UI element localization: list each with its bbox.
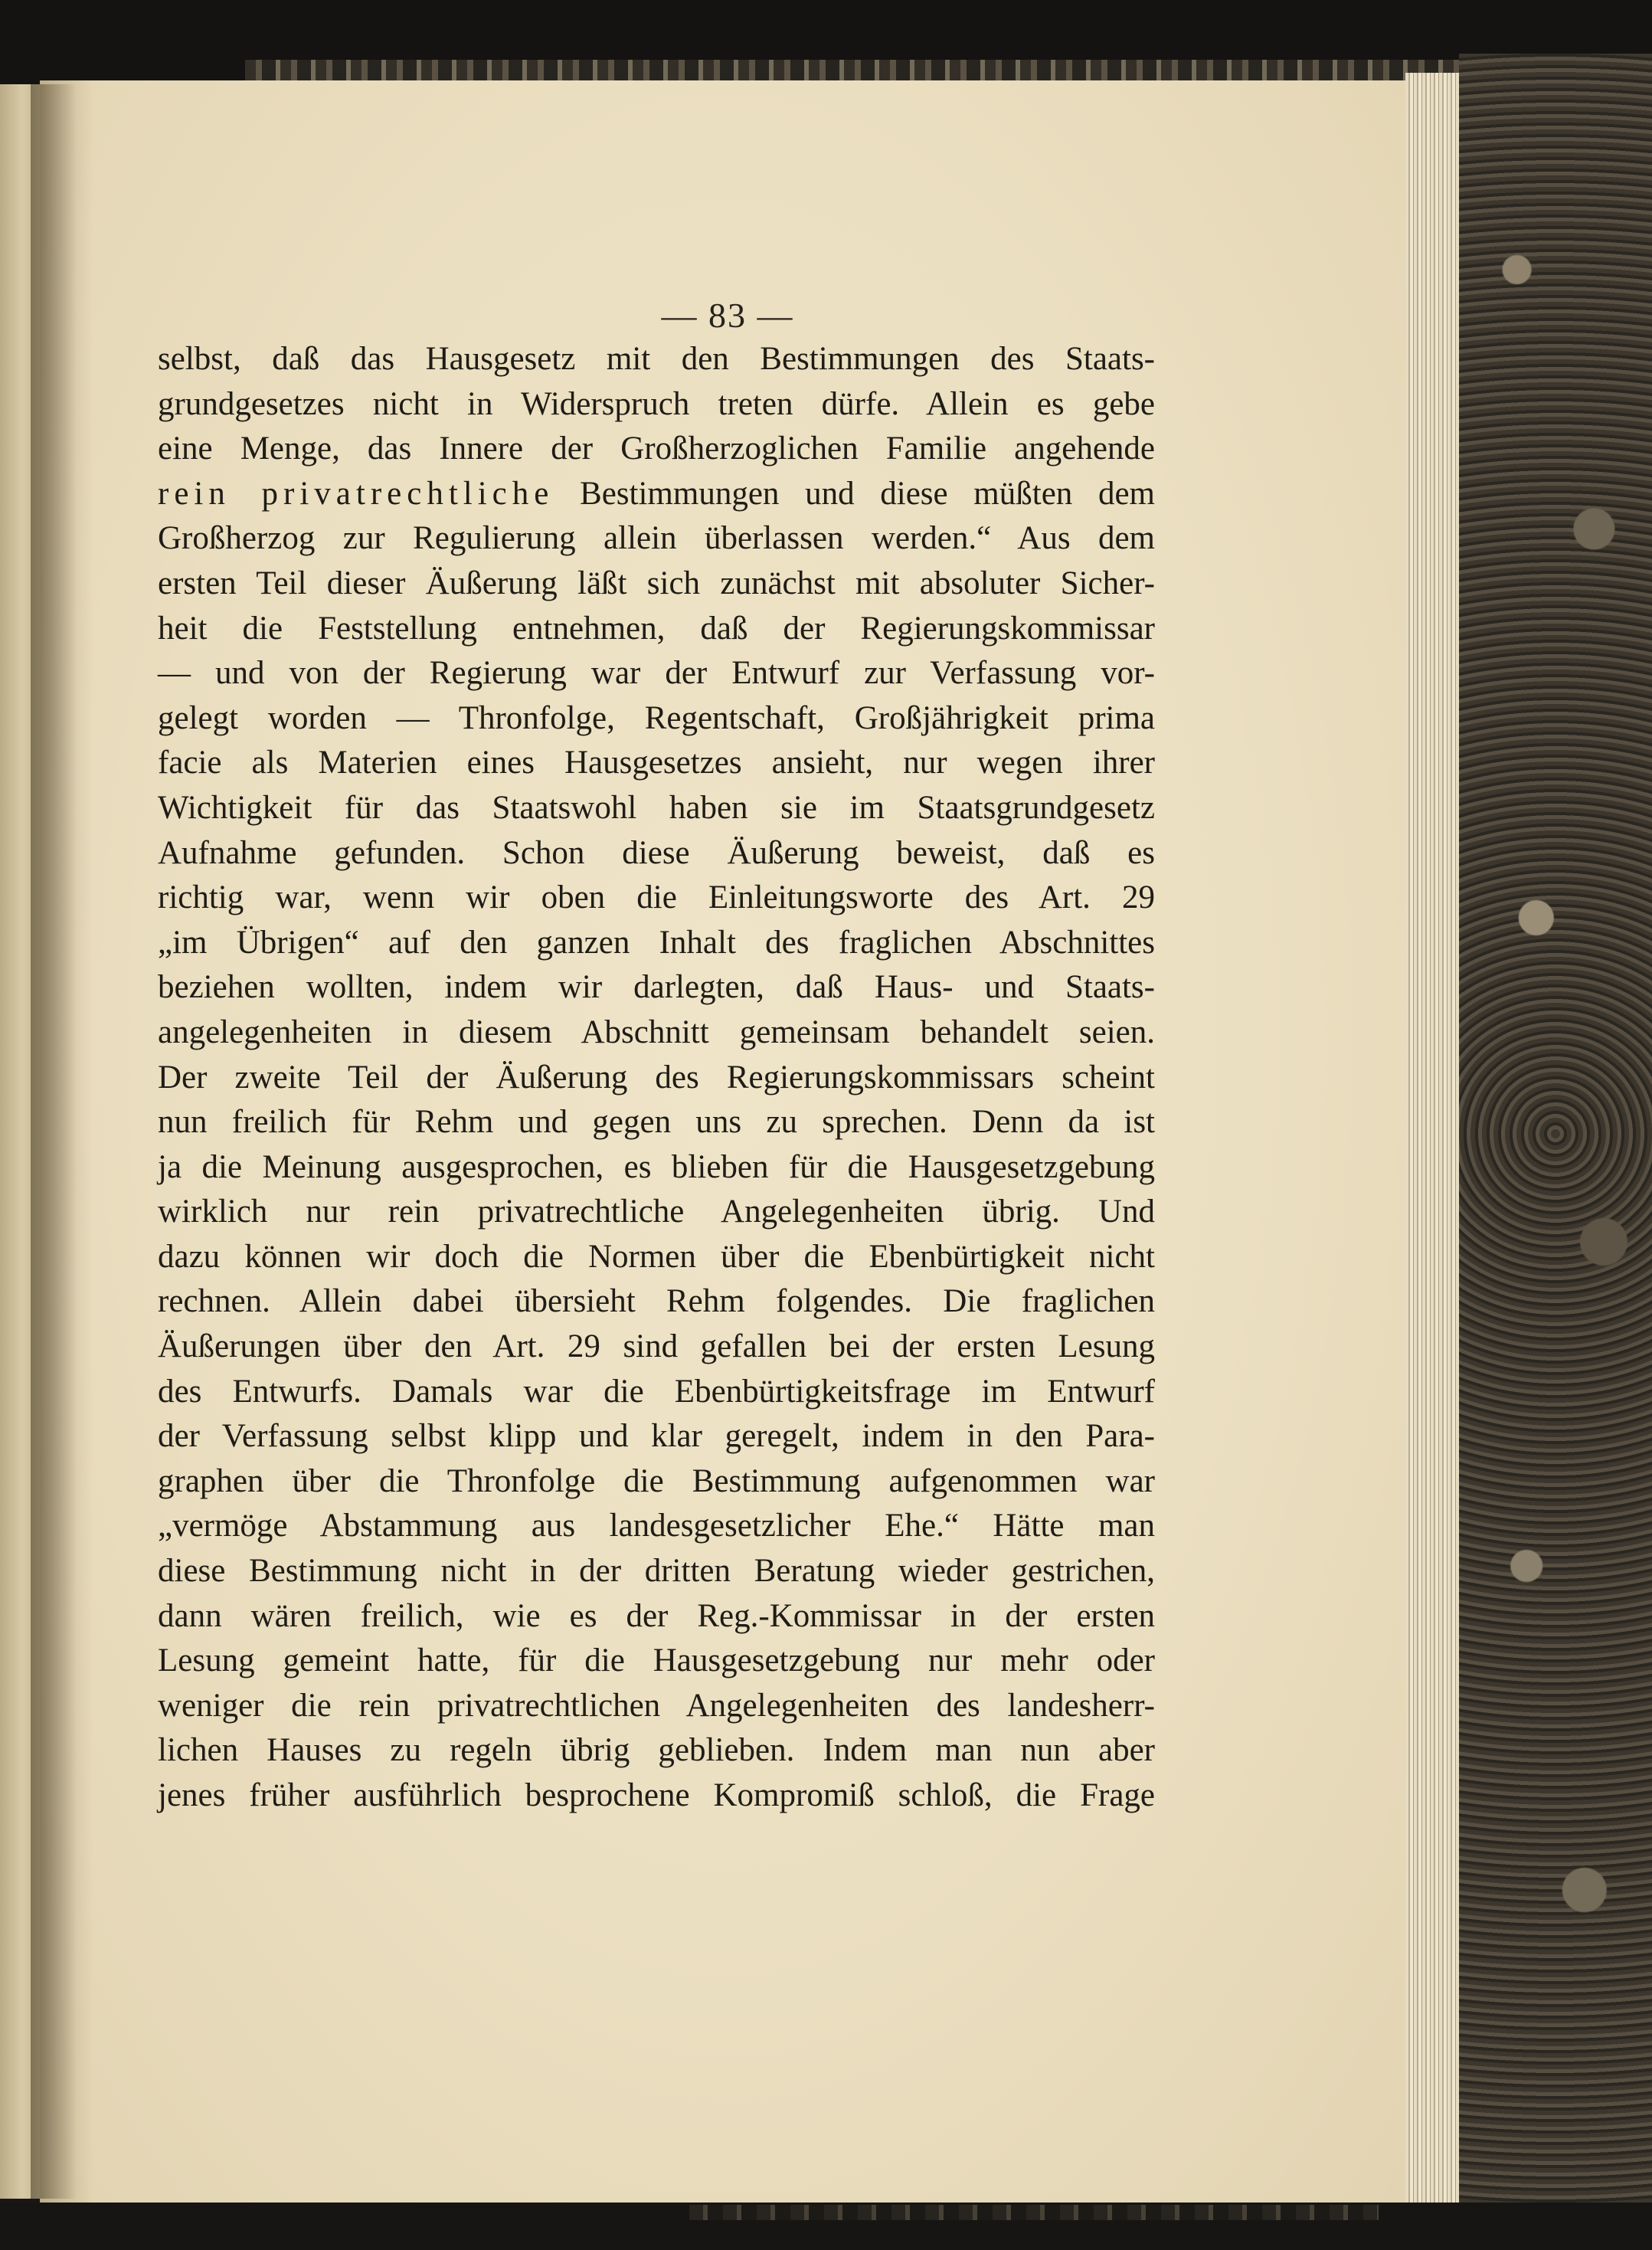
text-line: Der zweite Teil der Äußerung des Regierungskommissars scheint xyxy=(158,1059,1155,1096)
text-line: Großherzog zur Regulierung allein überlassen werden.“ Aus dem xyxy=(158,520,1155,557)
text-line-rest: Bestimmungen und diese müßten dem xyxy=(554,475,1155,512)
text-line: graphen über die Thronfolge die Bestimmung aufgenommen war xyxy=(158,1462,1155,1499)
page-number: — 83 — xyxy=(661,296,794,335)
body-text xyxy=(158,337,1155,1819)
text-line: Äußerungen über den Art. 29 sind gefallen bei der ersten Lesung xyxy=(158,1328,1155,1365)
text-line: ersten Teil dieser Äußerung läßt sich zunächst mit absoluter Sicher- xyxy=(158,565,1155,601)
text-line: eine Menge, das Innere der Großherzoglichen Familie angehende xyxy=(158,431,1155,467)
text-line: facie als Materien eines Hausgesetzes ansieht, nur wegen ihrer xyxy=(158,745,1155,781)
text-line: der Verfassung selbst klipp und klar geregelt, indem in den Para- xyxy=(158,1418,1155,1455)
text-line: richtig war, wenn wir oben die Einleitungsworte des Art. 29 xyxy=(158,879,1155,916)
text-line: grundgesetzes nicht in Widerspruch treten dürfe. Allein es gebe xyxy=(158,385,1155,422)
text-line: jenes früher ausführlich besprochene Kompromiß schloß, die Frage xyxy=(158,1777,1155,1813)
text-line: wirklich nur rein privatrechtliche Angelegenheiten übrig. Und xyxy=(158,1194,1155,1230)
text-line: „im Übrigen“ auf den ganzen Inhalt des fraglichen Abschnittes xyxy=(158,924,1155,961)
text-line: ja die Meinung ausgesprochen, es blieben für die Hausgesetzgebung xyxy=(158,1148,1155,1185)
text-line xyxy=(158,472,1155,517)
text-line: des Entwurfs. Damals war die Ebenbürtigkeitsfrage im Entwurf xyxy=(158,1373,1155,1410)
text-line: — und von der Regierung war der Entwurf zur Verfassung vor- xyxy=(158,655,1155,692)
text-line: Wichtigkeit für das Staatswohl haben sie im Staatsgrundgesetz xyxy=(158,789,1155,826)
text-line: nun freilich für Rehm und gegen uns zu sprechen. Denn da ist xyxy=(158,1104,1155,1141)
text-line: angelegenheiten in diesem Abschnitt gemeinsam behandelt seien. xyxy=(158,1014,1155,1050)
text-line: diese Bestimmung nicht in der dritten Beratung wieder gestrichen, xyxy=(158,1553,1155,1590)
text-line: dazu können wir doch die Normen über die Ebenbürtigkeit nicht xyxy=(158,1238,1155,1275)
text-line: selbst, daß das Hausgesetz mit den Bestimmungen des Staats- xyxy=(158,341,1155,377)
emphasized-text: rein privatrechtliche xyxy=(158,475,554,512)
text-line: weniger die rein privatrechtlichen Angelegenheiten des landesherr- xyxy=(158,1687,1155,1724)
bottom-marbled-edge xyxy=(689,2205,1379,2220)
spine-shadow xyxy=(31,84,77,2199)
text-line: gelegt worden — Thronfolge, Regentschaft, Großjährigkeit prima xyxy=(158,699,1155,736)
marbled-cover xyxy=(1459,54,1652,2214)
text-line: „vermöge Abstammung aus landesgesetzlicher Ehe.“ Hätte man xyxy=(158,1508,1155,1544)
text-line: Lesung gemeint hatte, für die Hausgesetzgebung nur mehr oder xyxy=(158,1642,1155,1679)
text-line: rechnen. Allein dabei übersieht Rehm folgendes. Die fraglichen xyxy=(158,1283,1155,1320)
text-line: lichen Hauses zu regeln übrig geblieben. Indem man nun aber xyxy=(158,1732,1155,1769)
text-line: Aufnahme gefunden. Schon diese Äußerung beweist, daß es xyxy=(158,834,1155,871)
page-stack-edge xyxy=(1405,73,1463,2203)
text-line: beziehen wollten, indem wir darlegten, daß Haus- und Staats- xyxy=(158,969,1155,1006)
text-line: heit die Feststellung entnehmen, daß der Regierungskommissar xyxy=(158,610,1155,647)
text-line: dann wären freilich, wie es der Reg.-Kommissar in der ersten xyxy=(158,1597,1155,1634)
